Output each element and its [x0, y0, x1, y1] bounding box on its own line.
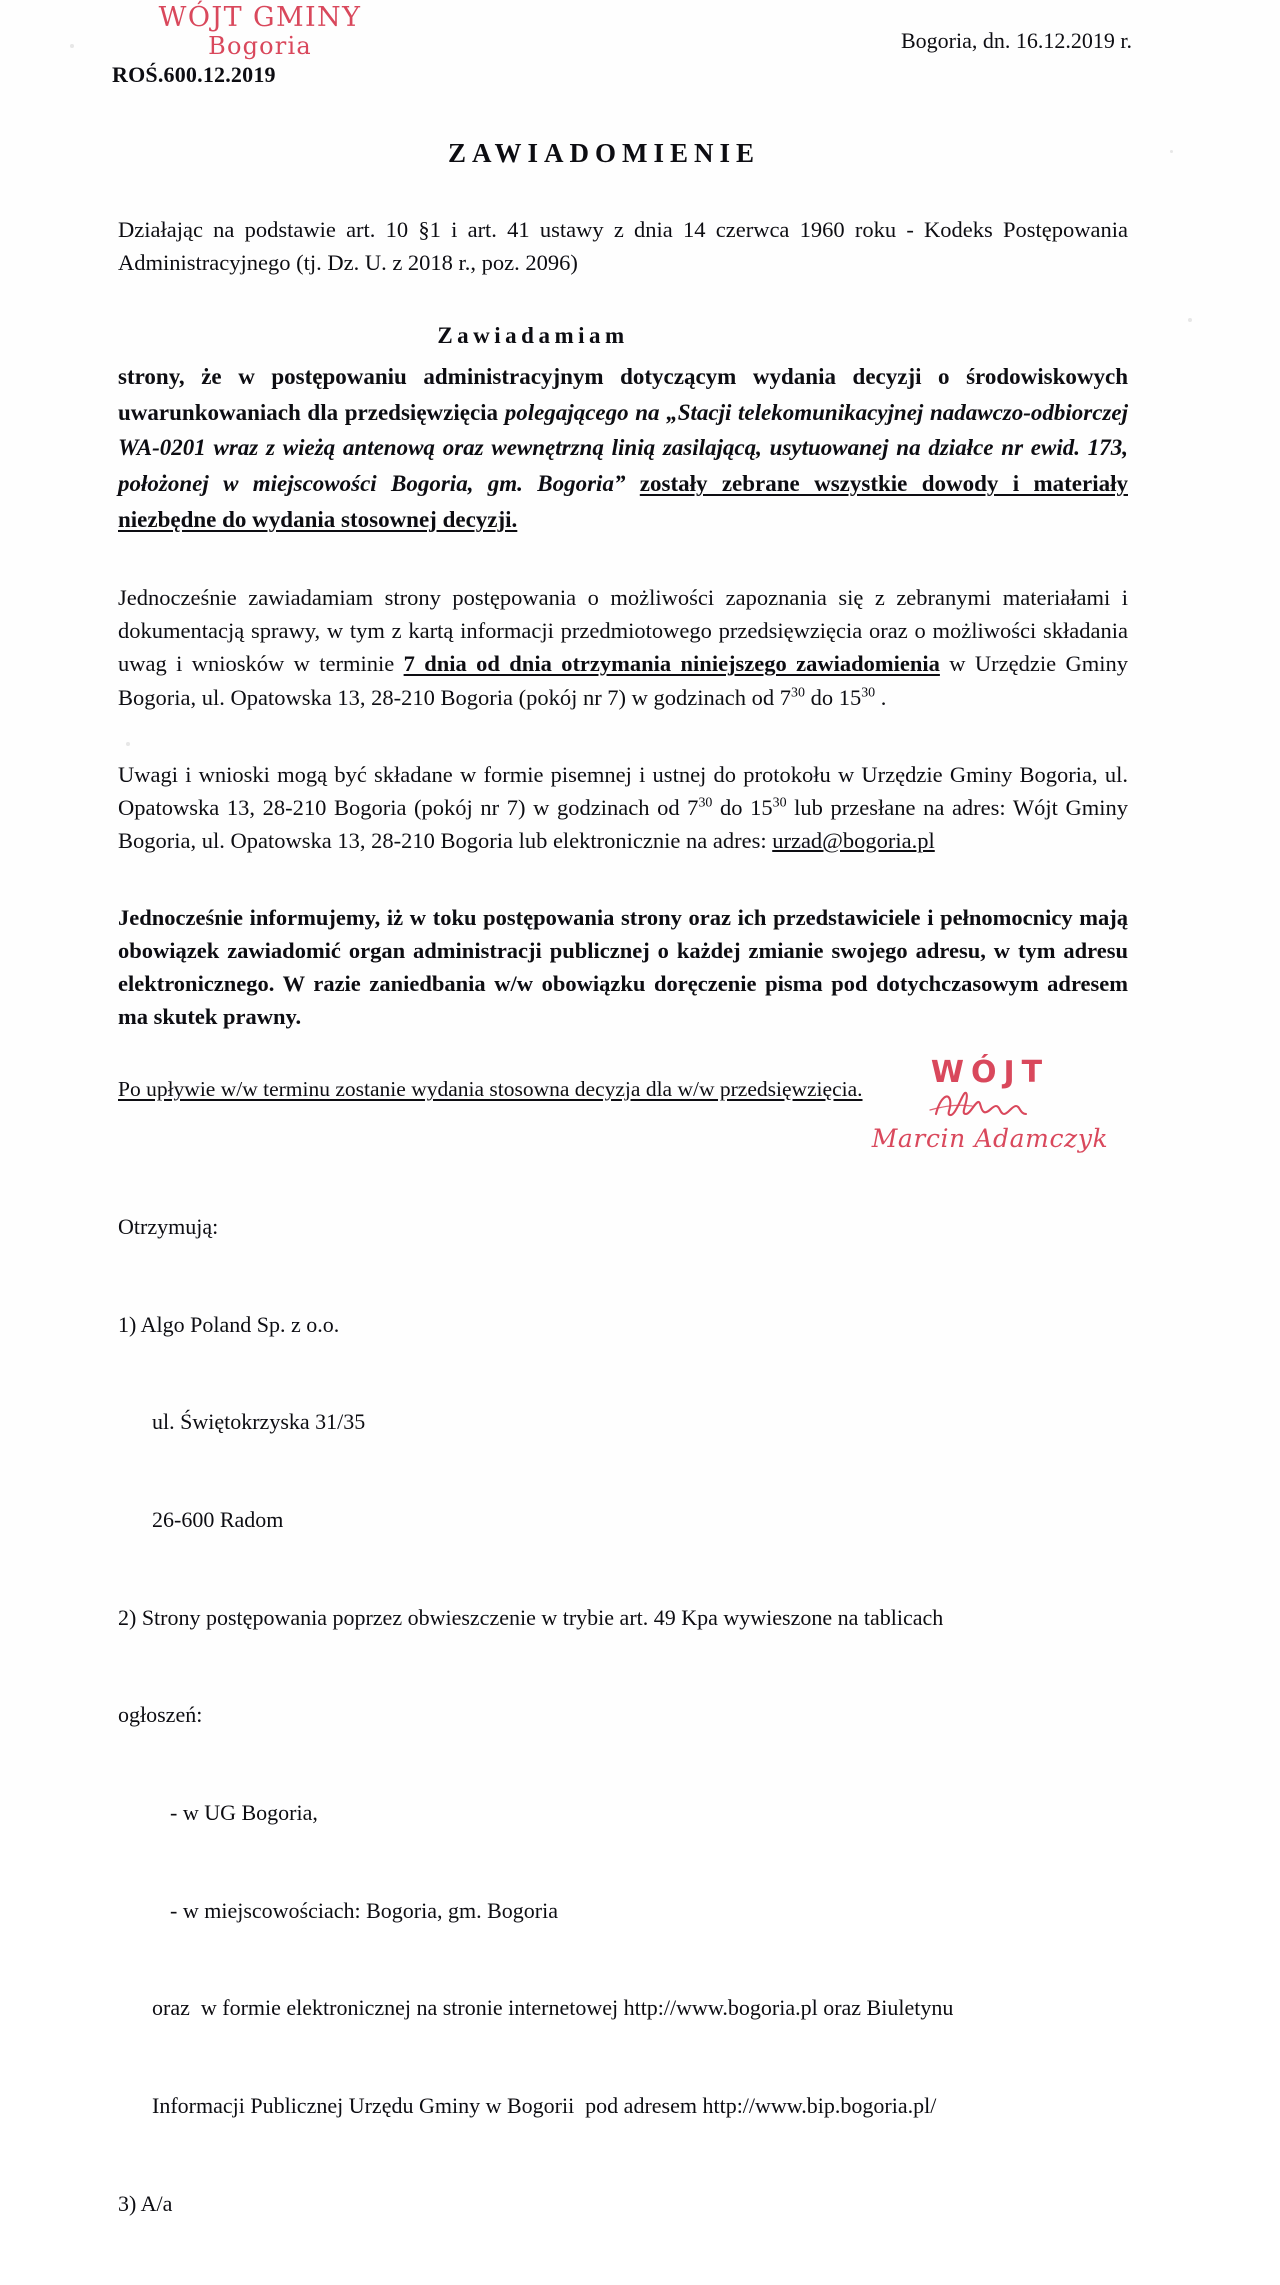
recipients-label: Otrzymują: [118, 1214, 219, 1240]
p2-tail: . [875, 684, 887, 710]
p3-sup-close: 30 [772, 795, 787, 811]
notice-plain-part: strony, że w postępowaniu administracyjnym dotyczącym wydania decyzji o środowiskowych uwarunkowaniach dla przedsięwzięcia [118, 364, 1128, 425]
scan-speck [126, 742, 130, 746]
place-and-date: Bogoria, dn. 16.12.2019 r. [901, 28, 1132, 53]
notice-underlined-part: zostały zebrane wszystkie dowody i materiały niezbędne do wydania stosownej decyzji. [118, 471, 1128, 532]
p3-text-b: do 15 [712, 794, 773, 820]
recipient-item-2-sub-b: - w miejscowościach: Bogoria, gm. Bogoria [170, 1897, 558, 1923]
reference-number: ROŚ.600.12.2019 [112, 62, 276, 87]
recipient-item-1-street: ul. Świętokrzyska 31/35 [152, 1409, 366, 1435]
notice-heading: Zawiadamiam [437, 323, 629, 349]
p2-after: w Urzędzie Gminy Bogoria, ul. Opatowska 13, 28-210 Bogoria (pokój nr 7) w godzinach od 7 [118, 651, 1128, 710]
recipients-block [118, 1146, 1128, 2285]
page-title: ZAWIADOMIENIE [447, 138, 761, 168]
recipient-item-2-sub-d: Informacji Publicznej Urzędu Gminy w Bogorii pod adresem http://www.bip.bogoria.pl/ [152, 2092, 937, 2118]
recipient-item-2-cont: ogłoszeń: [118, 1702, 203, 1728]
recipient-item-1: 1) Algo Poland Sp. z o.o. [118, 1311, 340, 1337]
scan-speck [1170, 150, 1173, 153]
p2-lead: Jednocześnie zawiadamiam strony postępowania o możliwości zapoznania się z zebranymi materiałami i dokumentacją sprawy, w tym z kartą informacji przedmiotowego przedsięwzięcia oraz o możliwości składania uwag i wniosków w terminie [118, 585, 1128, 677]
p2-mid: do 15 [804, 684, 862, 710]
p3-text-c: lub przesłane na adres: Wójt Gminy Bogoria, ul. Opatowska 13, 28-210 Bogoria lub elektronicznie na adres: [118, 794, 1128, 853]
recipient-item-2-sub-a: - w UG Bogoria, [170, 1799, 318, 1825]
p3-sup-open: 30 [698, 795, 713, 811]
p2-deadline: 7 dnia od dnia otrzymania niniejszego zawiadomienia [403, 651, 940, 677]
p3-text-a: Uwagi i wnioski mogą być składane w formie pisemnej i ustnej do protokołu w Urzędzie Gminy Bogoria, ul. Opatowska 13, 28-210 Bogoria (pokój nr 7) w godzinach od 7 [118, 761, 1128, 820]
recipient-item-2: 2) Strony postępowania poprzez obwieszczenie w trybie art. 49 Kpa wywieszone na tablicach [118, 1604, 944, 1630]
p2-sup-close: 30 [861, 685, 876, 701]
notice-body [118, 359, 1128, 537]
document-header [0, 0, 1280, 108]
paragraph-access-to-files [118, 581, 1128, 713]
scan-speck [1188, 318, 1192, 322]
p2-sup-open: 30 [791, 685, 805, 701]
paragraph-decision-after-deadline: Po upływie w/w terminu zostanie wydania stosowna decyzja dla w/w przedsięwzięcia. [118, 1077, 863, 1102]
recipient-item-2-sub-c: oraz w formie elektronicznej na stronie internetowej http://www.bogoria.pl oraz Biuletynu [152, 1995, 954, 2021]
document-body [0, 169, 1280, 2285]
email-link[interactable]: urzad@bogoria.pl [772, 827, 935, 853]
office-stamp [110, 4, 410, 58]
paragraph-submitting-comments [118, 758, 1128, 857]
recipient-item-3: 3) A/a [118, 2190, 173, 2216]
signature-title: WÓJT [930, 1055, 1050, 1090]
recipient-item-1-city: 26-600 Radom [152, 1507, 284, 1533]
paragraph-address-change-obligation: Jednocześnie informujemy, iż w toku postępowania strony oraz ich przedstawiciele i pełnomocnicy mają obowiązek zawiadomić organ administracji publicznej o każdej zmianie swojego adresu, w tym adresu elektronicznego. W razie zaniedbania w/w obowiązku doręczenie pisma pod dotychczasowym adresem ma skutek prawny. [118, 904, 1128, 1029]
stamp-line-office: WÓJT GMINY [158, 2, 362, 33]
signatory-name: Marcin Adamczyk [871, 1124, 1109, 1153]
intro-paragraph: Działając na podstawie art. 10 §1 i art. 41 ustawy z dnia 14 czerwca 1960 roku - Kodeks Postępowania Administracyjnego (tj. Dz. U. z 2018 r., poz. 2096) [118, 217, 1128, 276]
notice-italic-part: polegającego na „Stacji telekomunikacyjnej nadawczo-odbiorczej WA-0201 wraz z wieżą antenową oraz wewnętrzną linią zasilającą, usytuowanej na działce nr ewid. 173, położonej w miejscowości Bogoria, gm. Bogoria” [118, 399, 1128, 497]
stamp-line-municipality: Bogoria [208, 31, 312, 60]
